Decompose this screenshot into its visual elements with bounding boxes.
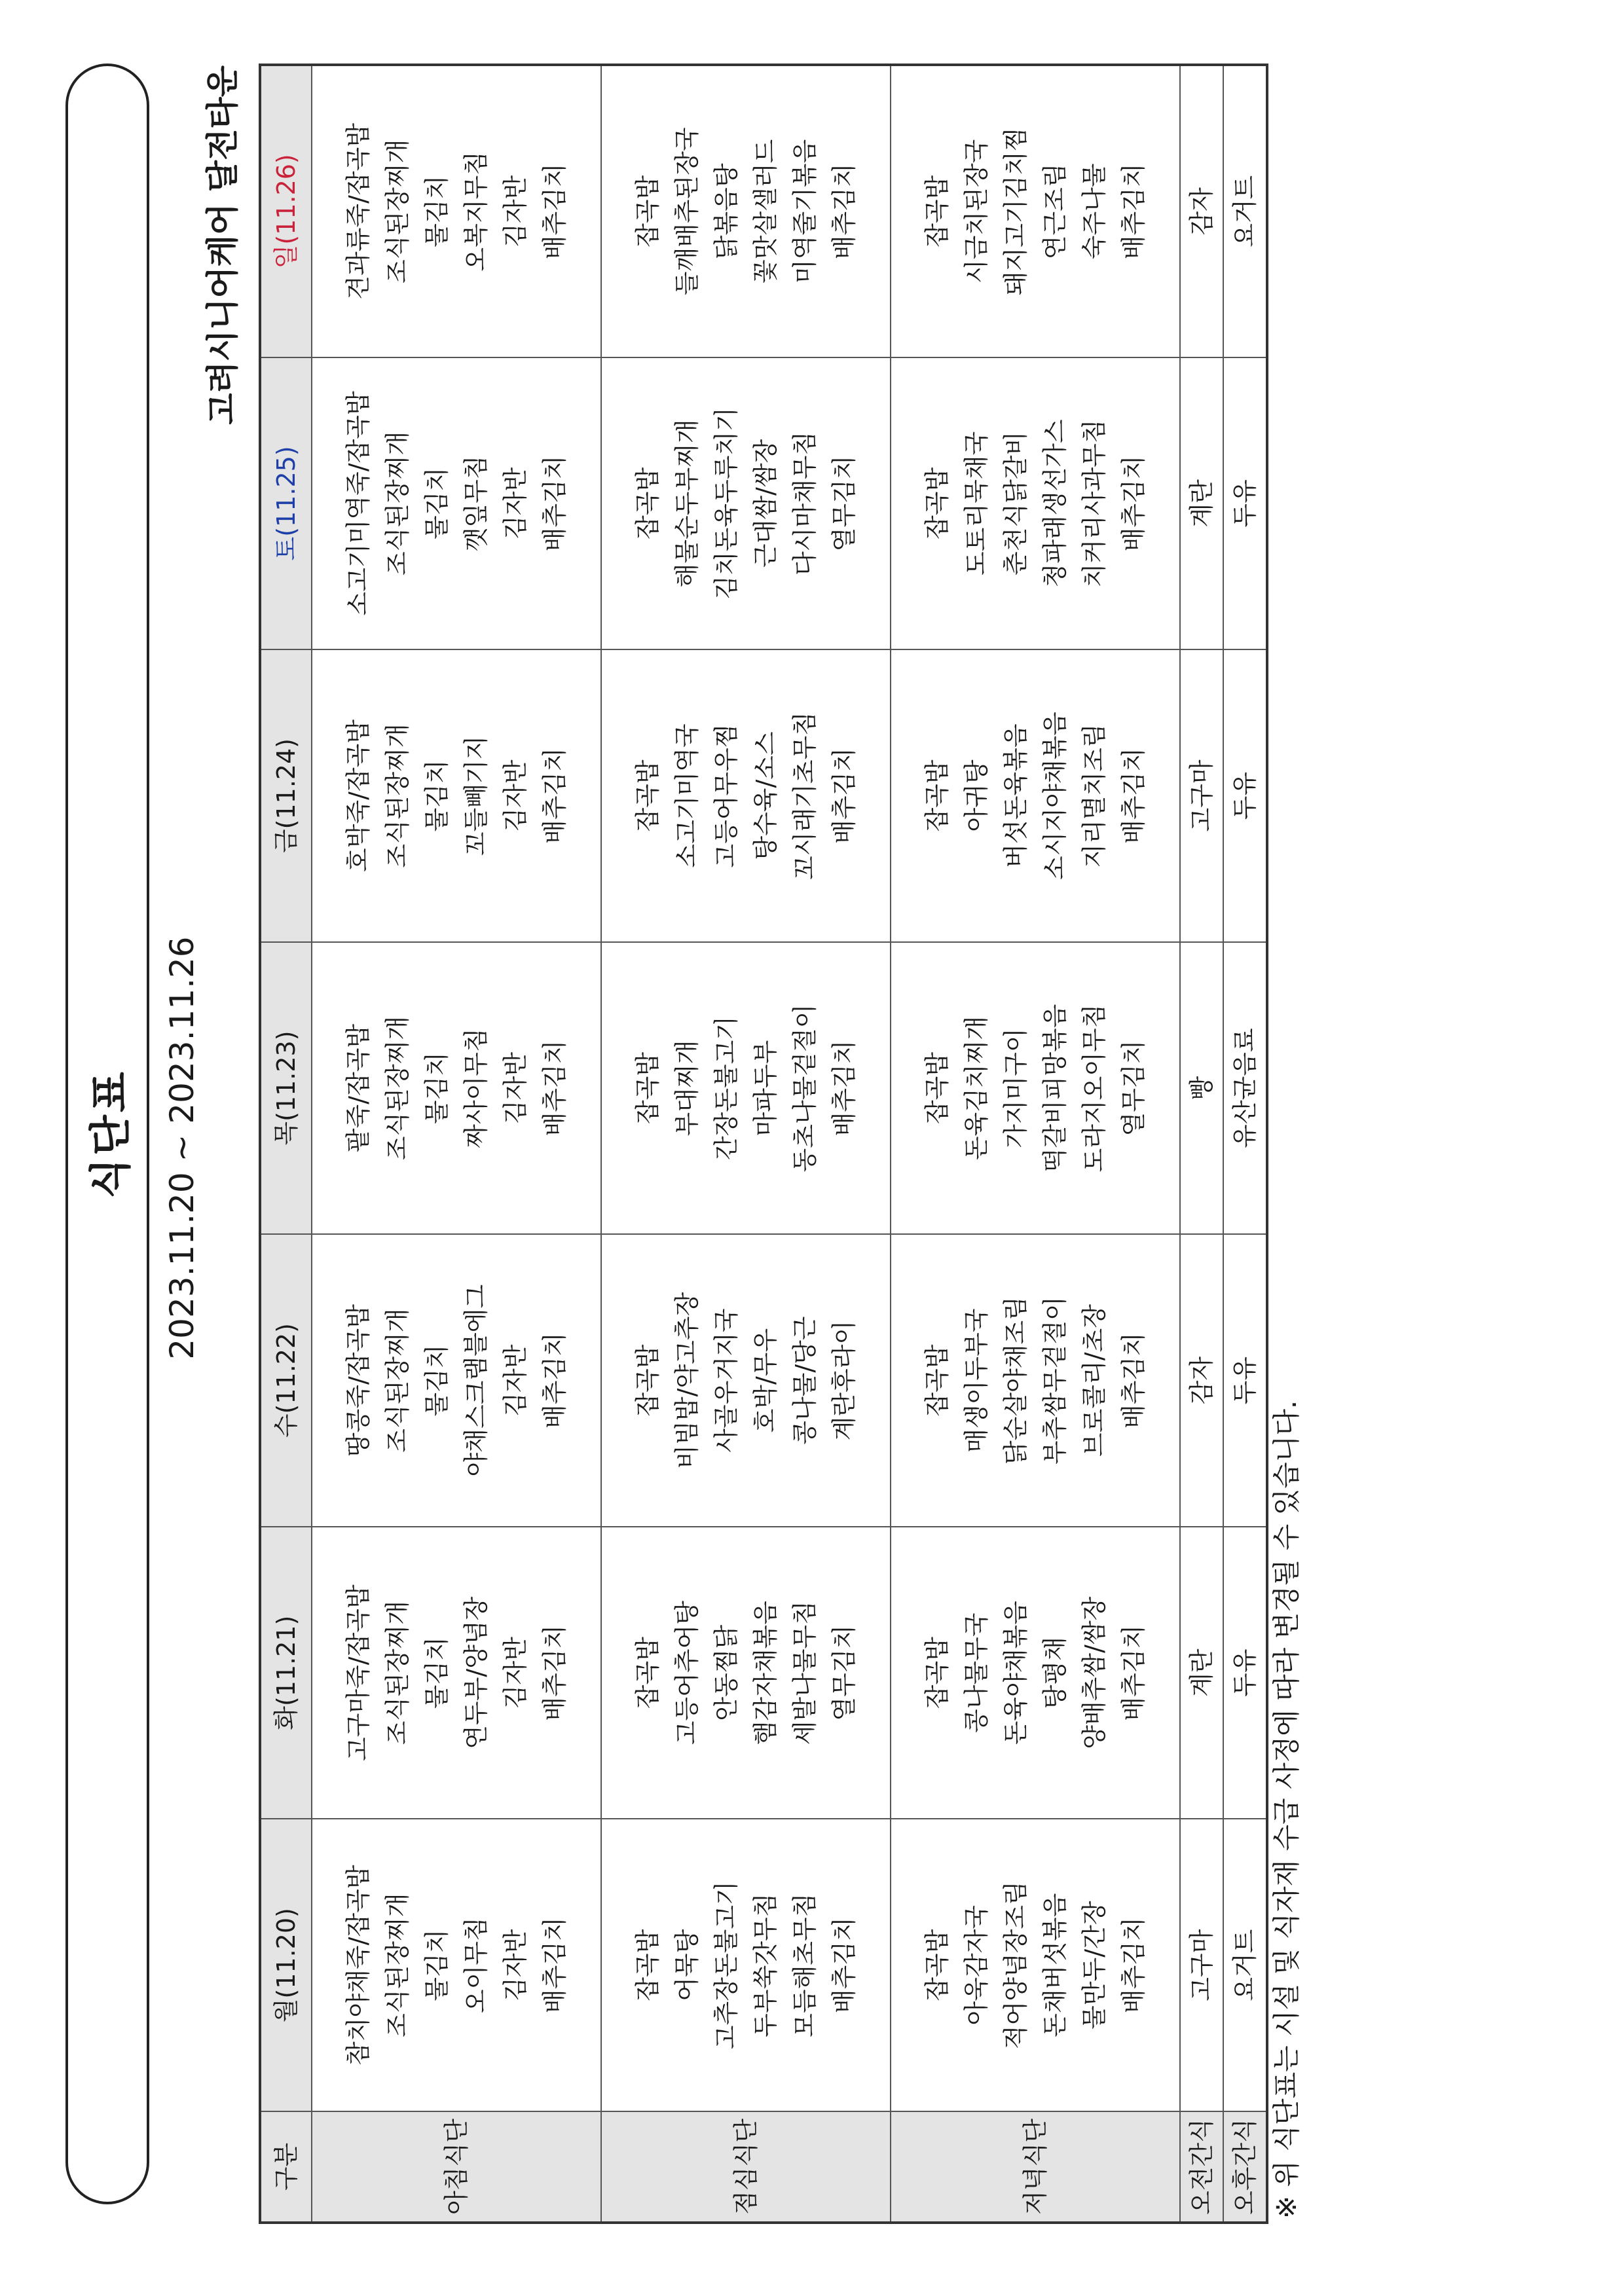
day-label: 월(11.20) — [272, 1908, 301, 2023]
snack-item: 계란 — [1187, 1649, 1216, 1697]
snack-item: 고구마 — [1187, 759, 1216, 832]
menu-item: 물김치 — [422, 1637, 451, 1709]
day-header — [260, 649, 312, 942]
menu-item: 마파두부 — [751, 1040, 780, 1137]
menu-item: 들깨배추된장국 — [673, 127, 701, 296]
menu-item: 양배추쌈/쌈장 — [1080, 1596, 1109, 1749]
menu-item: 시금치된장국 — [962, 139, 991, 283]
menu-cell — [891, 942, 1180, 1235]
menu-item: 배추김치 — [540, 1332, 569, 1429]
menu-item: 가지미구이 — [1001, 1028, 1030, 1148]
menu-item: 닭순살야채조림 — [1001, 1296, 1030, 1465]
day-header — [260, 1819, 312, 2111]
menu-item: 김자반 — [501, 1051, 530, 1125]
menu-item: 잡곡밥 — [923, 1637, 951, 1709]
meal-label: 아침식단 — [312, 2111, 601, 2223]
menu-item: 고구마죽/잡곡밥 — [344, 1584, 373, 1762]
menu-item: 고등어추어탕 — [673, 1601, 701, 1745]
menu-cell — [1180, 357, 1223, 650]
menu-item: 잡곡밥 — [923, 1344, 951, 1417]
menu-item: 부대찌개 — [673, 1040, 701, 1137]
menu-item: 물김치 — [422, 1344, 451, 1417]
menu-item: 닭볶음탕 — [712, 163, 741, 260]
menu-cell — [1223, 65, 1267, 357]
menu-item: 사골우거지국 — [712, 1308, 741, 1453]
menu-item: 배추김치 — [540, 748, 569, 844]
menu-item: 야채스크램블에그 — [462, 1284, 490, 1477]
menu-item: 간장돈불고기 — [712, 1015, 741, 1161]
menu-item: 열무김치 — [1119, 1040, 1148, 1137]
menu-item: 김자반 — [501, 759, 530, 832]
menu-item: 브로콜리/초장 — [1080, 1304, 1109, 1457]
date-range: 2023.11.20 ~ 2023.11.26 — [163, 936, 201, 1360]
snack-item: 요거트 — [1230, 175, 1259, 247]
day-header — [260, 1234, 312, 1527]
menu-item: 지리멸치조림 — [1080, 723, 1109, 868]
menu-item: 청파래생선가스 — [1041, 419, 1069, 588]
snack-item: 감자 — [1187, 1356, 1216, 1405]
day-label: 화(11.21) — [272, 1615, 301, 1730]
menu-item: 배추김치 — [1119, 1917, 1148, 2014]
snack-item: 감자 — [1187, 187, 1216, 236]
menu-item: 잡곡밥 — [923, 1051, 951, 1125]
snack-item: 요거트 — [1230, 1929, 1259, 2001]
meal-label: 오후간식 — [1223, 2111, 1267, 2223]
menu-item: 잡곡밥 — [633, 1344, 662, 1417]
menu-item: 매생이두부국 — [962, 1308, 991, 1453]
menu-item: 계란후라이 — [830, 1320, 858, 1441]
menu-cell — [312, 65, 601, 357]
menu-item: 배추김치 — [1119, 748, 1148, 844]
menu-item: 아욱감자국 — [962, 1904, 991, 2026]
menu-cell — [312, 649, 601, 942]
menu-cell — [601, 1527, 891, 1819]
menu-item: 돈채버섯볶음 — [1041, 1893, 1069, 2037]
menu-item: 물만두/간장 — [1080, 1901, 1109, 2030]
menu-cell — [312, 357, 601, 650]
menu-item: 미역줄기볶음 — [790, 139, 819, 283]
menu-cell — [1180, 1819, 1223, 2111]
menu-item: 조식된장찌개 — [383, 139, 412, 283]
menu-cell — [312, 1819, 601, 2111]
menu-item: 비빔밥/약고추장 — [673, 1292, 701, 1469]
menu-item: 돈육야채볶음 — [1001, 1601, 1030, 1745]
menu-cell — [891, 65, 1180, 357]
menu-item: 잡곡밥 — [633, 1637, 662, 1709]
menu-cell — [601, 649, 891, 942]
menu-item: 물김치 — [422, 467, 451, 539]
menu-item: 잡곡밥 — [923, 175, 951, 247]
menu-item: 깻잎무침 — [462, 455, 490, 552]
menu-cell — [891, 1527, 1180, 1819]
menu-cell — [1223, 1234, 1267, 1527]
menu-cell — [1223, 649, 1267, 942]
menu-item: 춘천식닭갈비 — [1001, 431, 1030, 576]
menu-item: 도라지오이무침 — [1080, 1004, 1109, 1173]
menu-cell — [891, 1819, 1180, 2111]
title-banner — [65, 64, 149, 2204]
menu-item: 배추김치 — [1119, 1624, 1148, 1721]
menu-item: 배추김치 — [830, 1917, 858, 2014]
menu-item: 배추김치 — [830, 1040, 858, 1137]
menu-item: 모듬해초무침 — [790, 1893, 819, 2037]
menu-item: 조식된장찌개 — [383, 1308, 412, 1453]
menu-cell — [1180, 942, 1223, 1235]
meal-row-morning-snack — [1180, 65, 1223, 2223]
menu-item: 김치돈육두루치기 — [712, 407, 741, 600]
menu-item: 배추김치 — [830, 748, 858, 844]
menu-item: 조식된장찌개 — [383, 431, 412, 576]
day-label: 수(11.22) — [272, 1323, 301, 1438]
menu-cell — [891, 357, 1180, 650]
day-label: 토(11.25) — [272, 446, 301, 561]
menu-cell — [1223, 357, 1267, 650]
menu-cell — [891, 1234, 1180, 1527]
menu-item: 조식된장찌개 — [383, 1601, 412, 1745]
menu-item: 탕수육/소스 — [751, 731, 780, 860]
menu-cell — [1180, 649, 1223, 942]
menu-item: 근대쌈/쌈장 — [751, 439, 780, 568]
menu-item: 어묵탕 — [673, 1929, 701, 2001]
menu-item: 팥죽/잡곡밥 — [344, 1023, 373, 1153]
menu-item: 해물순두부찌개 — [673, 419, 701, 588]
day-label: 일(11.26) — [272, 154, 301, 269]
menu-item: 배추김치 — [540, 1624, 569, 1721]
weekly-menu-table — [259, 64, 1268, 2224]
menu-cell — [891, 649, 1180, 942]
meal-row-dinner — [891, 65, 1180, 2223]
header-row — [260, 65, 312, 2223]
menu-item: 물김치 — [422, 1929, 451, 2001]
menu-item: 물김치 — [422, 175, 451, 247]
menu-item: 견과류죽/잡곡밥 — [344, 122, 373, 300]
menu-item: 열무김치 — [830, 1624, 858, 1721]
menu-item: 소고기미역죽/잡곡밥 — [344, 391, 373, 616]
menu-cell — [601, 1234, 891, 1527]
snack-item: 두유 — [1230, 771, 1259, 820]
corner-header: 구분 — [260, 2111, 312, 2223]
menu-item: 꼬시래기초무침 — [790, 711, 819, 880]
menu-cell — [1223, 1819, 1267, 2111]
snack-item: 빵 — [1187, 1076, 1216, 1101]
facility-name: 고려시니어케어 달전타운 — [204, 65, 242, 425]
menu-item: 조식된장찌개 — [383, 723, 412, 868]
snack-item: 유산균음료 — [1230, 1028, 1259, 1148]
menu-item: 두부쑥갓무침 — [751, 1893, 780, 2037]
menu-item: 조식된장찌개 — [383, 1015, 412, 1161]
meal-row-afternoon-snack — [1223, 65, 1267, 2223]
menu-cell — [1223, 942, 1267, 1235]
menu-item: 호박죽/잡곡밥 — [344, 719, 373, 872]
menu-item: 다시마채무침 — [790, 431, 819, 576]
menu-cell — [312, 1234, 601, 1527]
menu-item: 배추김치 — [1119, 455, 1148, 552]
menu-item: 동초나물겉절이 — [790, 1004, 819, 1173]
menu-cell — [601, 942, 891, 1235]
menu-item: 오이무침 — [462, 1917, 490, 2014]
menu-item: 땅콩죽/잡곡밥 — [344, 1304, 373, 1457]
meal-label: 오전간식 — [1180, 2111, 1223, 2223]
menu-item: 아귀탕 — [962, 759, 991, 832]
menu-item: 연두부/양념장 — [462, 1596, 490, 1749]
menu-item: 잡곡밥 — [923, 1929, 951, 2001]
meal-row-breakfast — [312, 65, 601, 2223]
menu-item: 안동찜닭 — [712, 1624, 741, 1721]
menu-item: 잡곡밥 — [923, 467, 951, 539]
snack-item: 두유 — [1230, 1649, 1259, 1697]
menu-item: 햄감자채볶음 — [751, 1601, 780, 1745]
menu-item: 김자반 — [501, 1637, 530, 1709]
menu-item: 잡곡밥 — [633, 467, 662, 539]
menu-item: 돈육김치찌개 — [962, 1015, 991, 1161]
menu-item: 탕평채 — [1041, 1637, 1069, 1709]
menu-item: 연근조림 — [1041, 163, 1069, 260]
menu-item: 고추장돈불고기 — [712, 1881, 741, 2050]
menu-item: 배추김치 — [830, 163, 858, 260]
menu-item: 김자반 — [501, 1344, 530, 1417]
menu-item: 잡곡밥 — [633, 759, 662, 832]
menu-item: 김자반 — [501, 175, 530, 247]
menu-item: 조식된장찌개 — [383, 1893, 412, 2037]
menu-item: 잡곡밥 — [633, 1929, 662, 2001]
menu-item: 배추김치 — [540, 1917, 569, 2014]
menu-item: 열무김치 — [830, 455, 858, 552]
menu-body — [312, 65, 1267, 2223]
menu-item: 김자반 — [501, 1929, 530, 2001]
menu-cell — [601, 1819, 891, 2111]
menu-item: 세발나물무침 — [790, 1601, 819, 1745]
menu-item: 김자반 — [501, 467, 530, 539]
menu-item: 소고기미역국 — [673, 723, 701, 868]
menu-item: 버섯돈육볶음 — [1001, 723, 1030, 868]
page-title: 식단표 — [87, 1069, 136, 1199]
meal-row-lunch — [601, 65, 891, 2223]
menu-item: 치커리사과무침 — [1080, 419, 1109, 588]
menu-item: 부추쌈무겉절이 — [1041, 1296, 1069, 1465]
menu-item: 잡곡밥 — [633, 175, 662, 247]
menu-item: 배추김치 — [540, 1040, 569, 1137]
day-header — [260, 357, 312, 650]
menu-cell — [312, 1527, 601, 1819]
menu-cell — [601, 65, 891, 357]
day-header — [260, 65, 312, 357]
menu-item: 오복지무침 — [462, 151, 490, 272]
menu-cell — [312, 942, 601, 1235]
snack-item: 두유 — [1230, 479, 1259, 528]
day-header — [260, 942, 312, 1235]
menu-item: 소시지야채볶음 — [1041, 711, 1069, 880]
menu-cell — [1223, 1527, 1267, 1819]
menu-item: 물김치 — [422, 759, 451, 832]
menu-cell — [1180, 65, 1223, 357]
meal-label: 점심식단 — [601, 2111, 891, 2223]
menu-item: 잡곡밥 — [923, 759, 951, 832]
menu-item: 잡곡밥 — [633, 1051, 662, 1125]
menu-item: 배추김치 — [540, 455, 569, 552]
meal-label: 저녁식단 — [891, 2111, 1180, 2223]
menu-item: 물김치 — [422, 1051, 451, 1125]
menu-item: 숙주나물 — [1080, 163, 1109, 260]
snack-item: 고구마 — [1187, 1929, 1216, 2001]
menu-item: 적어양념장조림 — [1001, 1881, 1030, 2050]
menu-item: 꽃맛살샐러드 — [751, 139, 780, 283]
menu-cell — [1180, 1527, 1223, 1819]
snack-item: 계란 — [1187, 479, 1216, 528]
menu-item: 돼지고기김치찜 — [1001, 127, 1030, 296]
menu-item: 배추김치 — [540, 163, 569, 260]
menu-item: 도토리묵채국 — [962, 431, 991, 576]
snack-item: 두유 — [1230, 1356, 1259, 1405]
menu-item: 콩나물/당근 — [790, 1316, 819, 1445]
footnote: ※ 위 식단표는 시설 및 식자재 수급 사정에 따라 변경될 수 있습니다. — [1270, 1400, 1302, 2219]
menu-item: 배추김치 — [1119, 163, 1148, 260]
menu-cell — [1180, 1234, 1223, 1527]
day-header — [260, 1527, 312, 1819]
menu-item: 콩나물무국 — [962, 1613, 991, 1733]
menu-item: 고등어무우찜 — [712, 723, 741, 868]
day-label: 금(11.24) — [272, 738, 301, 854]
menu-item: 배추김치 — [1119, 1332, 1148, 1429]
menu-cell — [601, 357, 891, 650]
menu-item: 떡갈비피망볶음 — [1041, 1004, 1069, 1173]
menu-item: 꼬들빼기지 — [462, 735, 490, 856]
menu-item: 호박/무우 — [751, 1328, 780, 1433]
day-label: 목(11.23) — [272, 1030, 301, 1146]
menu-item: 짜사이무침 — [462, 1028, 490, 1148]
menu-item: 참치야채죽/잡곡밥 — [344, 1865, 373, 2066]
